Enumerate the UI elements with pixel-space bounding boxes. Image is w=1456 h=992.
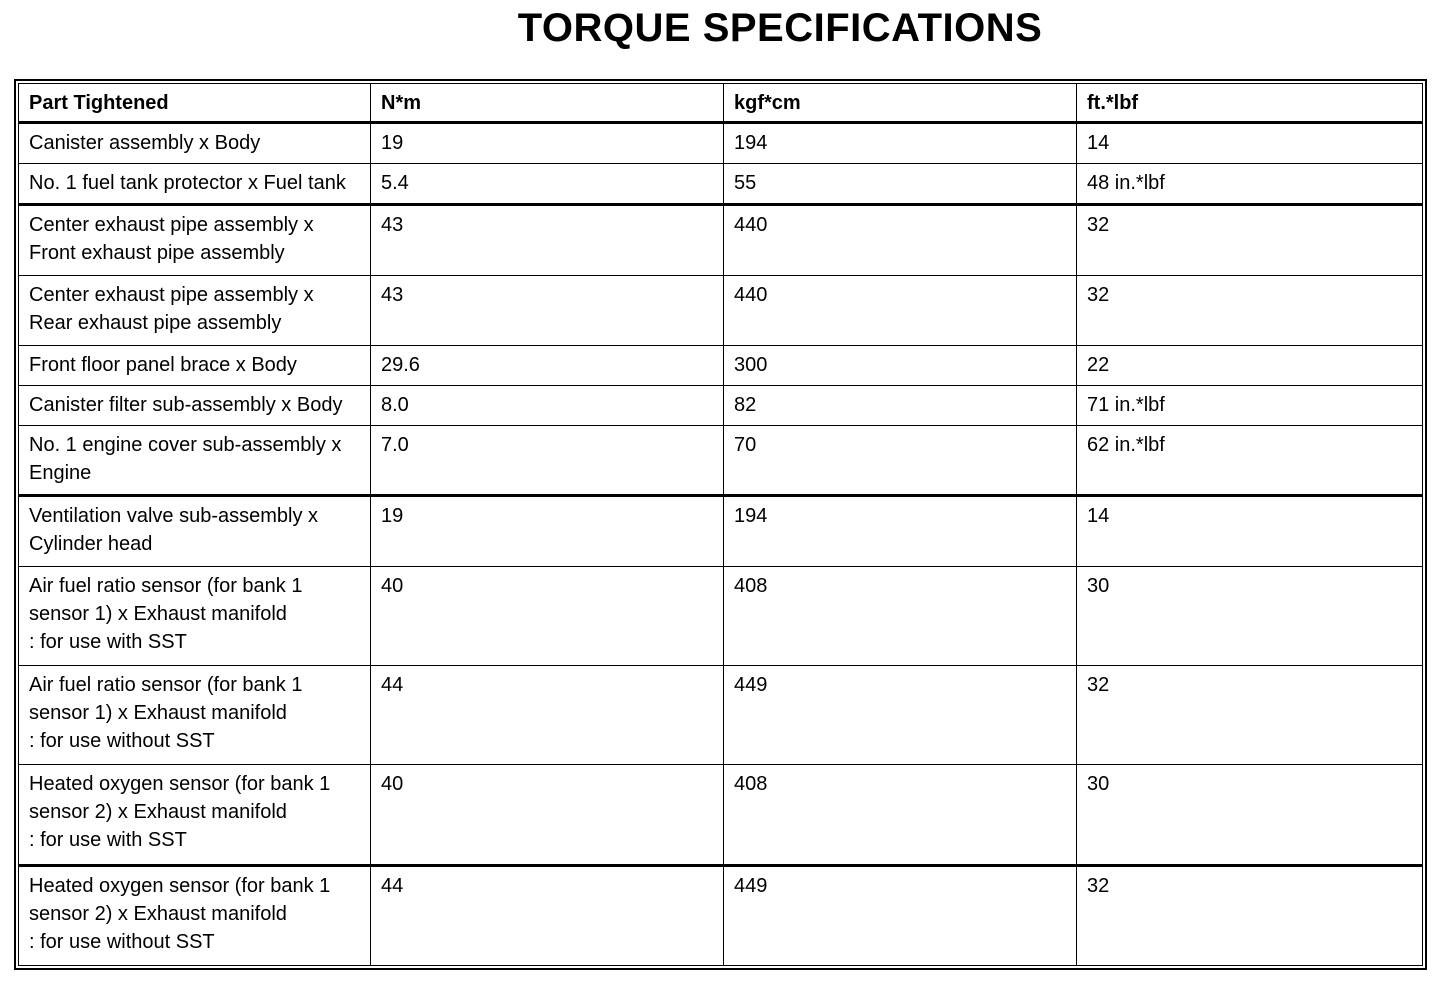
- header-kgf-cm: kgf*cm: [724, 84, 1077, 123]
- cell-ft-lbf: 32: [1077, 275, 1423, 345]
- cell-part: Front floor panel brace x Body: [19, 345, 371, 385]
- table-row: [19, 164, 1423, 205]
- cell-nm: 19: [371, 123, 724, 164]
- torque-table-frame: [14, 79, 1427, 970]
- cell-part: Center exhaust pipe assembly x Rear exhaust pipe assembly: [19, 275, 371, 345]
- cell-nm: 5.4: [371, 164, 724, 205]
- cell-part: Canister assembly x Body: [19, 123, 371, 164]
- table-row: [19, 385, 1423, 425]
- cell-part: No. 1 engine cover sub-assembly x Engine: [19, 425, 371, 496]
- cell-ft-lbf: 14: [1077, 496, 1423, 567]
- cell-nm: 43: [371, 275, 724, 345]
- cell-part: No. 1 fuel tank protector x Fuel tank: [19, 164, 371, 205]
- torque-table: [18, 83, 1423, 966]
- cell-kgf-cm: 55: [724, 164, 1077, 205]
- cell-kgf-cm: 300: [724, 345, 1077, 385]
- table-row: [19, 567, 1423, 666]
- cell-kgf-cm: 440: [724, 275, 1077, 345]
- cell-ft-lbf: 32: [1077, 865, 1423, 965]
- table-row: [19, 765, 1423, 865]
- cell-kgf-cm: 194: [724, 123, 1077, 164]
- cell-nm: 43: [371, 205, 724, 276]
- cell-kgf-cm: 449: [724, 666, 1077, 765]
- cell-part: Heated oxygen sensor (for bank 1 sensor 2) x Exhaust manifold : for use with SST: [19, 765, 371, 865]
- cell-part: Ventilation valve sub-assembly x Cylinder head: [19, 496, 371, 567]
- cell-nm: 40: [371, 567, 724, 666]
- cell-kgf-cm: 194: [724, 496, 1077, 567]
- cell-part: Canister filter sub-assembly x Body: [19, 385, 371, 425]
- cell-kgf-cm: 70: [724, 425, 1077, 496]
- cell-nm: 44: [371, 865, 724, 965]
- table-header-row: [19, 84, 1423, 123]
- cell-kgf-cm: 408: [724, 765, 1077, 865]
- table-row: [19, 275, 1423, 345]
- cell-ft-lbf: 32: [1077, 666, 1423, 765]
- cell-nm: 19: [371, 496, 724, 567]
- cell-ft-lbf: 32: [1077, 205, 1423, 276]
- cell-kgf-cm: 440: [724, 205, 1077, 276]
- cell-ft-lbf: 62 in.*lbf: [1077, 425, 1423, 496]
- header-part-tightened: Part Tightened: [19, 84, 371, 123]
- cell-nm: 29.6: [371, 345, 724, 385]
- cell-kgf-cm: 408: [724, 567, 1077, 666]
- cell-part: Center exhaust pipe assembly x Front exhaust pipe assembly: [19, 205, 371, 276]
- table-row: [19, 205, 1423, 276]
- table-row: [19, 865, 1423, 965]
- cell-ft-lbf: 30: [1077, 765, 1423, 865]
- cell-ft-lbf: 30: [1077, 567, 1423, 666]
- cell-kgf-cm: 82: [724, 385, 1077, 425]
- header-nm: N*m: [371, 84, 724, 123]
- cell-nm: 40: [371, 765, 724, 865]
- cell-part: Air fuel ratio sensor (for bank 1 sensor 1) x Exhaust manifold : for use without SST: [19, 666, 371, 765]
- table-row: [19, 666, 1423, 765]
- cell-ft-lbf: 48 in.*lbf: [1077, 164, 1423, 205]
- table-row: [19, 123, 1423, 164]
- header-ft-lbf: ft.*lbf: [1077, 84, 1423, 123]
- cell-part: Heated oxygen sensor (for bank 1 sensor 2) x Exhaust manifold : for use without SST: [19, 865, 371, 965]
- cell-nm: 8.0: [371, 385, 724, 425]
- page-title: TORQUE SPECIFICATIONS: [517, 6, 1043, 50]
- cell-ft-lbf: 14: [1077, 123, 1423, 164]
- cell-ft-lbf: 22: [1077, 345, 1423, 385]
- cell-kgf-cm: 449: [724, 865, 1077, 965]
- cell-nm: 44: [371, 666, 724, 765]
- cell-ft-lbf: 71 in.*lbf: [1077, 385, 1423, 425]
- table-row: [19, 345, 1423, 385]
- table-row: [19, 496, 1423, 567]
- table-row: [19, 425, 1423, 496]
- cell-part: Air fuel ratio sensor (for bank 1 sensor 1) x Exhaust manifold : for use with SST: [19, 567, 371, 666]
- cell-nm: 7.0: [371, 425, 724, 496]
